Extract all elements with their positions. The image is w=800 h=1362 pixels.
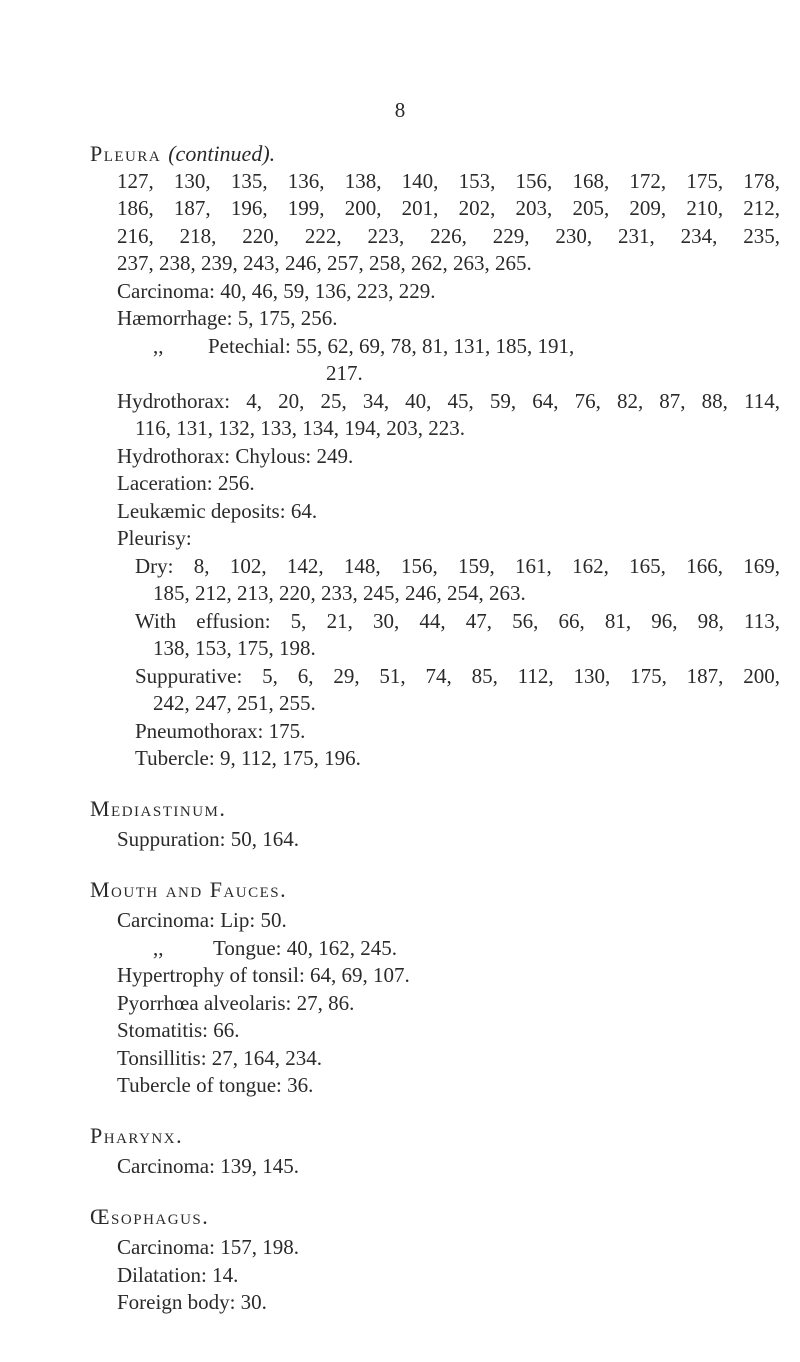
ditto-mark: ,,: [153, 333, 164, 358]
section-heading-oesophagus: Œsophagus.: [90, 1203, 210, 1229]
section-heading-pleura: [90, 140, 780, 168]
pleurisy-suppurative-line-1: Suppurative: 5, 6, 29, 51, 74, 85, 112, 130, 175, 187, 200,: [135, 663, 780, 688]
oesophagus-foreign-body: Foreign body: 30.: [117, 1290, 267, 1314]
mouth-carcinoma-lip: Carcinoma: Lip: 50.: [117, 908, 287, 932]
pleura-leukaemic: Leukæmic deposits: 64.: [117, 498, 318, 523]
mouth-tongue-row: [90, 935, 780, 963]
pleurisy-effusion-line-1: With effusion: 5, 21, 30, 44, 47, 56, 66, 81, 96, 98, 113,: [135, 608, 780, 633]
section-heading-mouth: Mouth and Fauces.: [90, 876, 288, 902]
pleurisy-dry-line-1: Dry: 8, 102, 142, 148, 156, 159, 161, 162, 165, 166, 169,: [135, 553, 780, 578]
oesophagus-carcinoma: Carcinoma: 157, 198.: [117, 1235, 299, 1259]
pleura-petechial-line-2: 217.: [326, 361, 363, 385]
pleura-laceration: Laceration: 256.: [117, 471, 255, 495]
page-number: 8: [394, 98, 406, 122]
mouth-tubercle-tongue: Tubercle of tongue: 36.: [117, 1073, 314, 1097]
section-heading-pharynx: Pharynx.: [90, 1122, 184, 1148]
pleura-pages-line-1: 127, 130, 135, 136, 138, 140, 153, 156, 168, 172, 175, 178,: [117, 168, 780, 193]
pleura-pages-line-2: 186, 187, 196, 199, 200, 201, 202, 203, 205, 209, 210, 212,: [117, 196, 780, 220]
pleurisy-pneumothorax: Pneumothorax: 175.: [135, 718, 306, 743]
pleura-continued: (continued).: [168, 141, 276, 166]
pleura-heading-text: Pleura: [90, 141, 162, 166]
mouth-pyorrhoea: Pyorrhœa alveolaris: 27, 86.: [117, 990, 355, 1015]
pleurisy-effusion-line-2: 138, 153, 175, 198.: [153, 636, 316, 660]
pleurisy-tubercle: Tubercle: 9, 112, 175, 196.: [135, 746, 361, 770]
pleura-hydrothorax-chylous: Hydrothorax: Chylous: 249.: [117, 443, 354, 468]
pharynx-carcinoma: Carcinoma: 139, 145.: [117, 1154, 299, 1178]
pleura-hydrothorax-line-1: Hydrothorax: 4, 20, 25, 34, 40, 45, 59, 64, 76, 82, 87, 88, 114,: [117, 388, 780, 413]
pleura-pleurisy: Pleurisy:: [117, 526, 192, 550]
pleura-haemorrhage: Hæmorrhage: 5, 175, 256.: [117, 306, 338, 330]
mediastinum-suppuration: Suppuration: 50, 164.: [117, 827, 299, 851]
ditto-mark: ,,: [153, 935, 164, 960]
pleurisy-dry-line-2: 185, 212, 213, 220, 233, 245, 246, 254, 263.: [153, 581, 526, 605]
mouth-tongue: Tongue: 40, 162, 245.: [213, 935, 398, 960]
pleura-pages-line-3: 216, 218, 220, 222, 223, 226, 229, 230, 231, 234, 235,: [117, 223, 780, 248]
pleura-hydrothorax-line-2: 116, 131, 132, 133, 134, 194, 203, 223.: [135, 416, 465, 440]
mouth-hypertrophy: Hypertrophy of tonsil: 64, 69, 107.: [117, 963, 410, 987]
pleura-carcinoma: Carcinoma: 40, 46, 59, 136, 223, 229.: [117, 278, 436, 303]
oesophagus-dilatation: Dilatation: 14.: [117, 1262, 239, 1287]
pleurisy-suppurative-line-2: 242, 247, 251, 255.: [153, 691, 316, 715]
index-content: [90, 140, 780, 1317]
mouth-tonsillitis: Tonsillitis: 27, 164, 234.: [117, 1045, 323, 1070]
section-heading-mediastinum: Mediastinum.: [90, 795, 227, 821]
pleura-petechial-row: [90, 333, 780, 361]
mouth-stomatitis: Stomatitis: 66.: [117, 1018, 240, 1042]
pleura-pages-line-4: 237, 238, 239, 243, 246, 257, 258, 262, 263, 265.: [117, 251, 532, 275]
pleura-petechial-line-1: Petechial: 55, 62, 69, 78, 81, 131, 185, 191,: [208, 333, 575, 358]
